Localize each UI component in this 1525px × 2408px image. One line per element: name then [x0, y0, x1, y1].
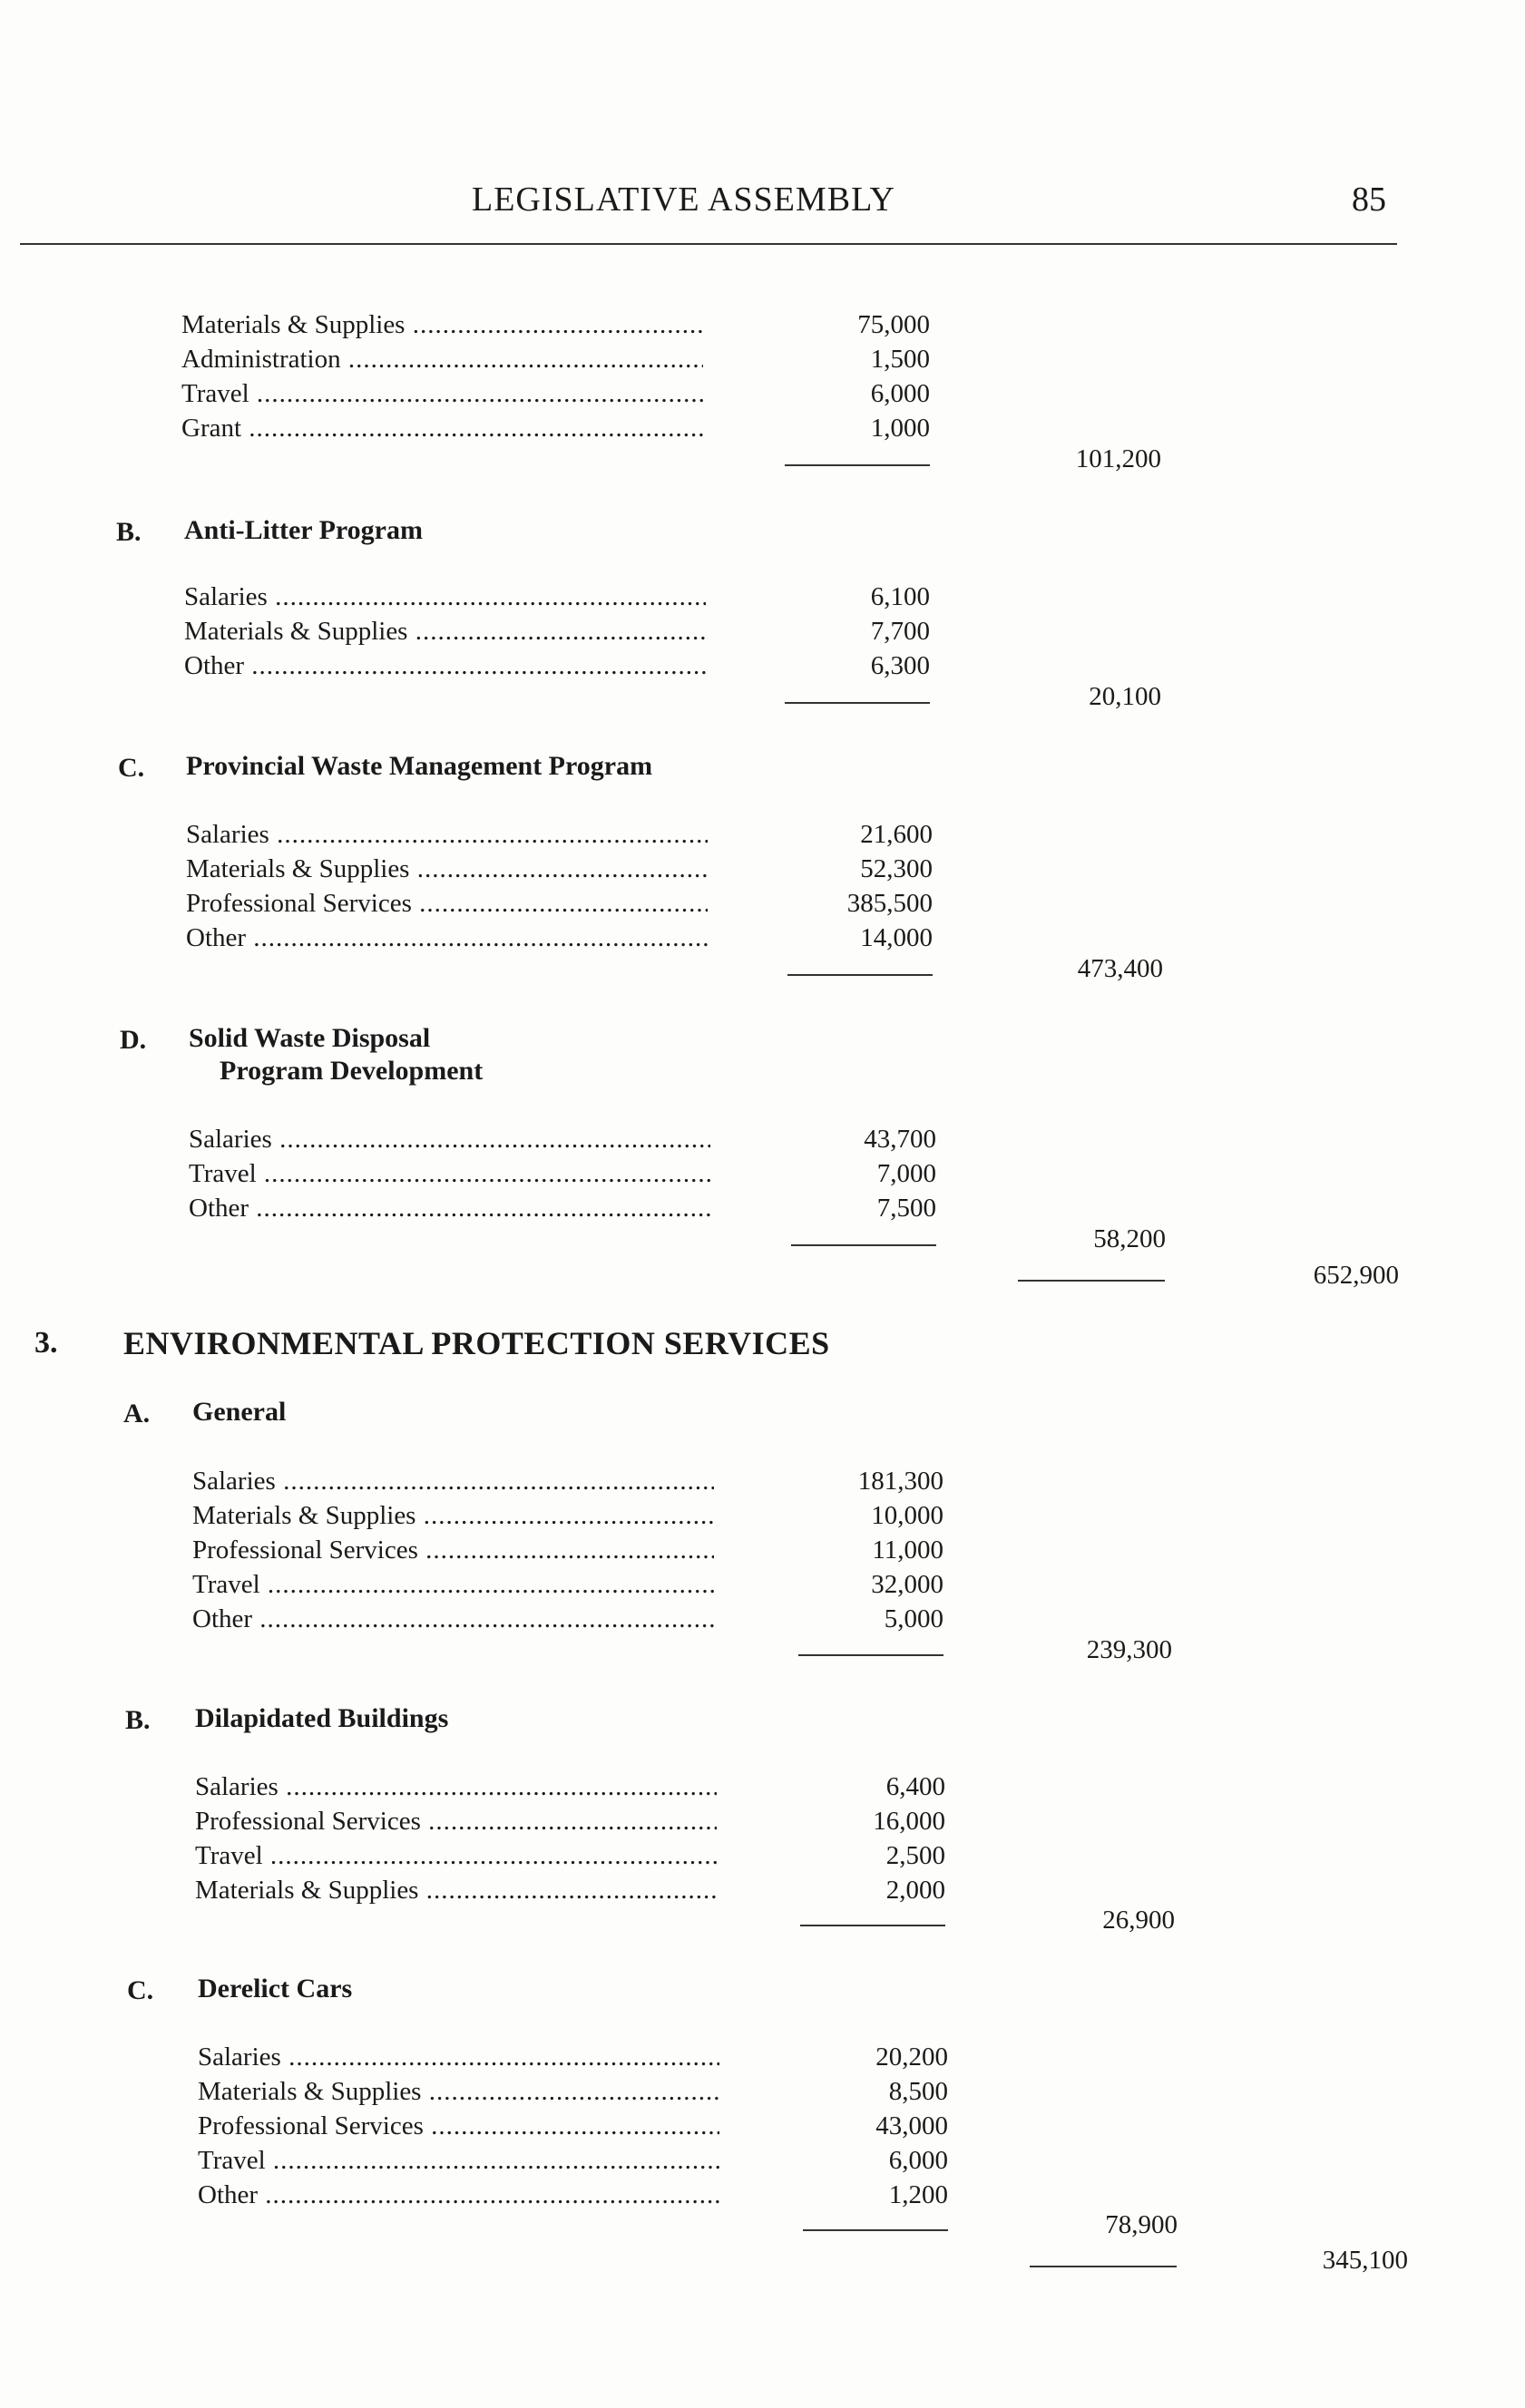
line-item: [198, 2146, 719, 2176]
line-item: [198, 2111, 719, 2141]
item-amount: 14,000: [860, 923, 933, 952]
line-item: [192, 1535, 714, 1565]
item-amount: 6,100: [870, 582, 930, 611]
item-amount: 32,000: [871, 1570, 943, 1599]
item-amount: 6,000: [888, 2146, 948, 2175]
line-item: [186, 923, 708, 953]
subtotal-rule: [798, 1654, 943, 1656]
item-amount: 8,500: [888, 2077, 948, 2106]
line-item: [195, 1876, 717, 1906]
subsection-letter: C.: [127, 1975, 154, 2005]
item-label: Professional Services .....: [192, 1535, 714, 1565]
item-label: Salaries .....: [195, 1772, 717, 1802]
line-item: [198, 2042, 719, 2072]
item-label: Materials & Supplies .....: [195, 1876, 717, 1906]
line-item: [181, 310, 703, 340]
line-item: [186, 889, 708, 919]
subtotal-amount: 58,200: [1093, 1224, 1166, 1253]
line-item: [195, 1807, 717, 1837]
subsection-letter: C.: [118, 753, 145, 783]
item-amount: 7,000: [876, 1159, 936, 1188]
subtotal-amount: 20,100: [1089, 682, 1161, 711]
item-amount: 2,000: [885, 1876, 945, 1905]
item-label: Materials & Supplies .....: [184, 617, 706, 647]
section-number: 3.: [34, 1326, 58, 1360]
subsection-title: Derelict Cars: [198, 1974, 353, 2003]
line-item: [189, 1194, 710, 1223]
item-label: Salaries .....: [189, 1125, 710, 1155]
line-item: [192, 1570, 714, 1600]
line-item: [198, 2077, 719, 2107]
item-label: Travel .....: [198, 2146, 719, 2176]
item-label: Administration .....: [181, 345, 703, 375]
subtotal-rule: [803, 2229, 948, 2231]
item-amount: 2,500: [885, 1841, 945, 1870]
line-item: [192, 1467, 714, 1496]
subsection-letter: B.: [116, 517, 142, 547]
subtotal-amount: 26,900: [1102, 1906, 1175, 1935]
line-item: [189, 1159, 710, 1189]
subsection-title: Anti-Litter Program: [184, 515, 423, 545]
page-header-title: LEGISLATIVE ASSEMBLY: [472, 180, 895, 219]
subsection-title-line1: Solid Waste Disposal: [189, 1023, 431, 1053]
section-title: ENVIRONMENTAL PROTECTION SERVICES: [123, 1325, 830, 1361]
line-item: [184, 582, 706, 612]
page-number: 85: [1352, 180, 1386, 219]
item-amount: 52,300: [860, 854, 933, 883]
subtotal-amount: 239,300: [1086, 1635, 1172, 1664]
line-item: [195, 1772, 717, 1802]
item-label: Other .....: [192, 1604, 714, 1634]
item-label: Salaries .....: [192, 1467, 714, 1496]
item-label: Materials & Supplies .....: [181, 310, 703, 340]
item-amount: 5,000: [884, 1604, 943, 1633]
item-amount: 20,200: [875, 2042, 948, 2072]
line-item: [198, 2180, 719, 2210]
line-item: [192, 1501, 714, 1531]
item-label: Materials & Supplies .....: [192, 1501, 714, 1531]
total-rule: [1030, 2266, 1177, 2267]
line-item: [192, 1604, 714, 1634]
item-amount: 6,300: [870, 651, 930, 680]
total-rule: [1018, 1280, 1165, 1282]
subsection-title-line2: Program Development: [220, 1056, 484, 1086]
item-amount: 7,700: [870, 617, 930, 646]
item-label: Other .....: [186, 923, 708, 953]
subsection-letter: B.: [125, 1705, 151, 1735]
subsection-title: Dilapidated Buildings: [195, 1703, 449, 1733]
line-item: [195, 1841, 717, 1871]
item-amount: 10,000: [871, 1501, 943, 1530]
item-label: Salaries .....: [184, 582, 706, 612]
subsection-title: Provincial Waste Management Program: [186, 751, 653, 781]
line-item: [184, 617, 706, 647]
subtotal-amount: 101,200: [1075, 444, 1161, 473]
subtotal-amount: 78,900: [1105, 2210, 1178, 2239]
item-amount: 21,600: [860, 820, 933, 849]
line-item: [181, 379, 703, 409]
line-item: [184, 651, 706, 681]
item-amount: 181,300: [857, 1467, 943, 1496]
subtotal-rule: [787, 974, 933, 976]
item-amount: 43,000: [875, 2111, 948, 2140]
line-item: [181, 345, 703, 375]
item-amount: 7,500: [876, 1194, 936, 1223]
item-label: Travel .....: [195, 1841, 717, 1871]
item-label: Professional Services .....: [186, 889, 708, 919]
subtotal-rule: [785, 702, 930, 704]
item-label: Travel .....: [192, 1570, 714, 1600]
item-label: Salaries .....: [186, 820, 708, 850]
item-label: Other .....: [184, 651, 706, 681]
section-total-amount: 345,100: [1322, 2246, 1408, 2275]
item-amount: 1,200: [888, 2180, 948, 2209]
subsection-title: General: [192, 1397, 287, 1427]
item-label: Travel .....: [181, 379, 703, 409]
item-amount: 16,000: [873, 1807, 945, 1836]
item-label: Travel .....: [189, 1159, 710, 1189]
item-amount: 11,000: [872, 1535, 943, 1565]
line-item: [181, 414, 703, 444]
item-label: Professional Services .....: [198, 2111, 719, 2141]
item-label: Grant .....: [181, 414, 703, 444]
item-amount: 1,500: [870, 345, 930, 374]
subsection-letter: D.: [120, 1025, 147, 1055]
item-label: Professional Services .....: [195, 1807, 717, 1837]
item-amount: 43,700: [864, 1125, 936, 1154]
header-divider: [20, 243, 1397, 245]
subtotal-rule: [785, 464, 930, 466]
line-item: [189, 1125, 710, 1155]
subtotal-rule: [800, 1925, 945, 1926]
line-item: [186, 854, 708, 884]
item-amount: 6,400: [885, 1772, 945, 1801]
subtotal-amount: 473,400: [1077, 954, 1163, 983]
item-amount: 1,000: [870, 414, 930, 443]
item-label: Materials & Supplies .....: [186, 854, 708, 884]
item-label: Materials & Supplies .....: [198, 2077, 719, 2107]
subsection-letter: A.: [123, 1399, 151, 1428]
subtotal-rule: [791, 1244, 936, 1246]
item-label: Salaries .....: [198, 2042, 719, 2072]
item-label: Other .....: [198, 2180, 719, 2210]
item-amount: 385,500: [846, 889, 933, 918]
item-label: Other .....: [189, 1194, 710, 1223]
section-total-amount: 652,900: [1313, 1261, 1399, 1290]
line-item: [186, 820, 708, 850]
item-amount: 75,000: [857, 310, 930, 339]
item-amount: 6,000: [870, 379, 930, 408]
